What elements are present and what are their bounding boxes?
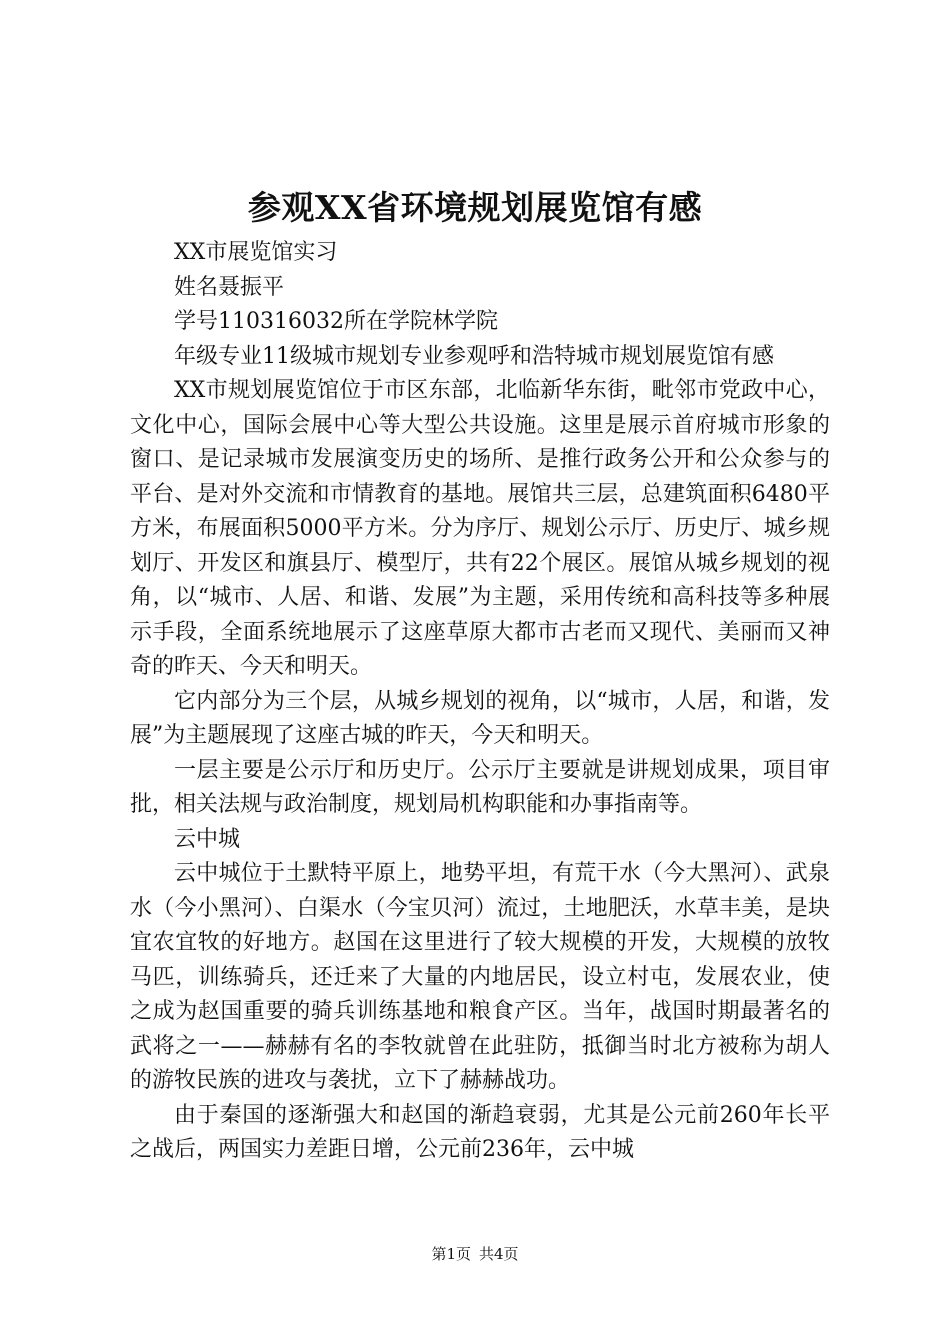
document-body — [130, 236, 830, 1168]
paragraph-name: 姓名聂振平 — [174, 274, 285, 300]
section-heading-yunzhong: 云中城 — [174, 826, 241, 852]
paragraph-first-floor: 一层主要是公示厅和历史厅。公示厅主要就是讲规划成果，项目审批，相关法规与政治制度，规划局机构职能和办事指南等。 — [130, 757, 830, 817]
page-footer — [0, 1244, 950, 1264]
paragraph-internship: XX市展览馆实习 — [174, 240, 338, 265]
paragraph-qin-zhao: 由于秦国的逐渐强大和赵国的渐趋衰弱，尤其是公元前260年长平之战后，两国实力差距日增，公元前236年，云中城 — [130, 1102, 830, 1162]
paragraph-grade-major: 年级专业11级城市规划专业参观呼和浩特城市规划展览馆有感 — [174, 343, 774, 369]
page-number: 第1页 — [431, 1245, 471, 1263]
paragraph-student-id: 学号110316032所在学院林学院 — [174, 309, 498, 334]
paragraph-layers: 它内部分为三个层，从城乡规划的视角，以“城市，人居，和谐，发展”为主题展现了这座古城的昨天，今天和明天。 — [130, 688, 830, 748]
document-title: 参观XX省环境规划展览馆有感 — [247, 188, 703, 227]
paragraph-museum-intro: XX市规划展览馆位于市区东部，北临新华东街，毗邻市党政中心，文化中心，国际会展中心等大型公共设施。这里是展示首府城市形象的窗口、是记录城市发展演变历史的场所、是推行政务公开和公众参与的平台、是对外交流和市情教育的基地。展馆共三层，总建筑面积6480平方米，布展面积5000平方米。分为序厅、规划公示厅、历史厅、城乡规划厅、开发区和旗县厅、模型厅，共有22个展区。展馆从城乡规划的视角，以“城市、人居、和谐、发展”为主题，采用传统和高科技等多种展示手段，全面系统地展示了这座草原大都市古老而又现代、美丽而又神奇的昨天、今天和明天。 — [130, 378, 830, 679]
page-total: 共4页 — [479, 1245, 519, 1263]
paragraph-yunzhong-city: 云中城位于土默特平原上，地势平坦，有荒干水（今大黑河）、武泉水（今小黑河）、白渠水（今宝贝河）流过，土地肥沃，水草丰美，是块宜农宜牧的好地方。赵国在这里进行了较大规模的开发，大规模的放牧马匹，训练骑兵，还迁来了大量的内地居民，设立村屯，发展农业，使之成为赵国重要的骑兵训练基地和粮食产区。当年，战国时期最著名的武将之一——赫赫有名的李牧就曾在此驻防，抵御当时北方被称为胡人的游牧民族的进攻与袭扰，立下了赫赫战功。 — [130, 861, 830, 1093]
